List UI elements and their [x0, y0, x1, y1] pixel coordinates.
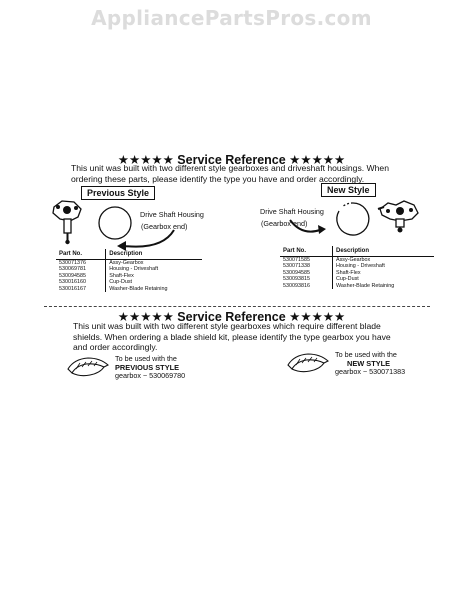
part-number: 530071338 [280, 263, 333, 269]
part-number: 530016160 [56, 279, 106, 285]
shield-new-style-label: NEW STYLE [347, 358, 391, 368]
section2-text-line1: This unit was built with two different style gearboxes which require different blade [73, 321, 381, 331]
section1-text [71, 163, 406, 184]
shield-new-line1: To be used with the [335, 350, 397, 359]
part-description: Shaft-Flex [336, 269, 361, 276]
table-header-description: Description [333, 246, 435, 257]
table-row [56, 260, 202, 267]
part-description: Housing - Driveshaft [336, 263, 385, 270]
table-row [56, 286, 202, 292]
gearbox-new-icon [376, 195, 426, 235]
part-description: Cup-Dust [336, 276, 359, 283]
new-housing-label: Drive Shaft Housing [260, 207, 324, 216]
table-row [280, 283, 434, 289]
blade-shield-icon [286, 351, 330, 375]
shield-previous-style-label: PREVIOUS STYLE [115, 362, 180, 372]
part-number: 530069781 [56, 266, 106, 272]
housing-ring-icon [333, 199, 373, 239]
part-number: 530093815 [280, 276, 333, 282]
shield-new-text [335, 351, 405, 377]
previous-style-label: Previous Style [81, 186, 155, 200]
part-number: 530093816 [280, 283, 333, 289]
part-number: 530071585 [280, 257, 333, 264]
part-description: Shaft-Flex [109, 272, 134, 279]
new-gearbox-end: (Gearbox end) [261, 219, 308, 228]
part-number: 530016167 [56, 286, 106, 292]
section2-text [73, 321, 408, 353]
shield-previous-text [115, 355, 185, 381]
part-description: Cup-Dust [109, 279, 133, 286]
part-number: 530094585 [56, 273, 106, 279]
part-number: 530071376 [56, 260, 106, 267]
previous-housing-label: Drive Shaft Housing [140, 210, 204, 219]
table-header-part-no: Part No. [56, 249, 106, 260]
curved-arrow-icon [288, 216, 328, 240]
part-description: Housing - Driveshaft [109, 266, 159, 273]
table-header-description: Description [106, 249, 202, 260]
table-header-part-no: Part No. [280, 246, 333, 257]
part-number: 530094585 [280, 270, 333, 276]
section1-heading: ★★★★★ Service Reference ★★★★★ [117, 153, 346, 167]
section2-text-line3: and order accordingly. [73, 342, 158, 352]
table-row [280, 257, 434, 264]
shield-new-gearbox: gearbox ~ 530071383 [335, 367, 406, 377]
blade-shield-icon [66, 355, 110, 379]
part-description: Washer-Blade Retaining [109, 285, 168, 292]
section1-text-line1: This unit was built with two different style gearboxes and driveshaft housings. When [71, 163, 389, 173]
shield-previous-gearbox: gearbox ~ 530069780 [115, 371, 186, 381]
section2-text-line2: shields. When ordering a blade shield kit, please identify the type gearbox you have [73, 331, 391, 342]
section1-text-line2: ordering these parts, please identify the type you have and order accordingly. [71, 173, 365, 184]
gearbox-previous-icon [48, 197, 90, 245]
watermark: AppliancePartsPros.com [91, 6, 372, 30]
section-divider [44, 306, 430, 307]
new-parts-table [280, 246, 434, 289]
part-description: Washer-Blade Retaining [336, 282, 395, 289]
new-style-label: New Style [321, 183, 376, 197]
previous-parts-table [56, 249, 202, 292]
previous-gearbox-end: (Gearbox end) [141, 222, 188, 231]
shield-previous-line1: To be used with the [115, 354, 177, 363]
part-description: Assy-Gearbox [109, 260, 144, 266]
section2-heading: ★★★★★ Service Reference ★★★★★ [117, 310, 346, 324]
part-description: Assy-Gearbox [336, 257, 371, 263]
